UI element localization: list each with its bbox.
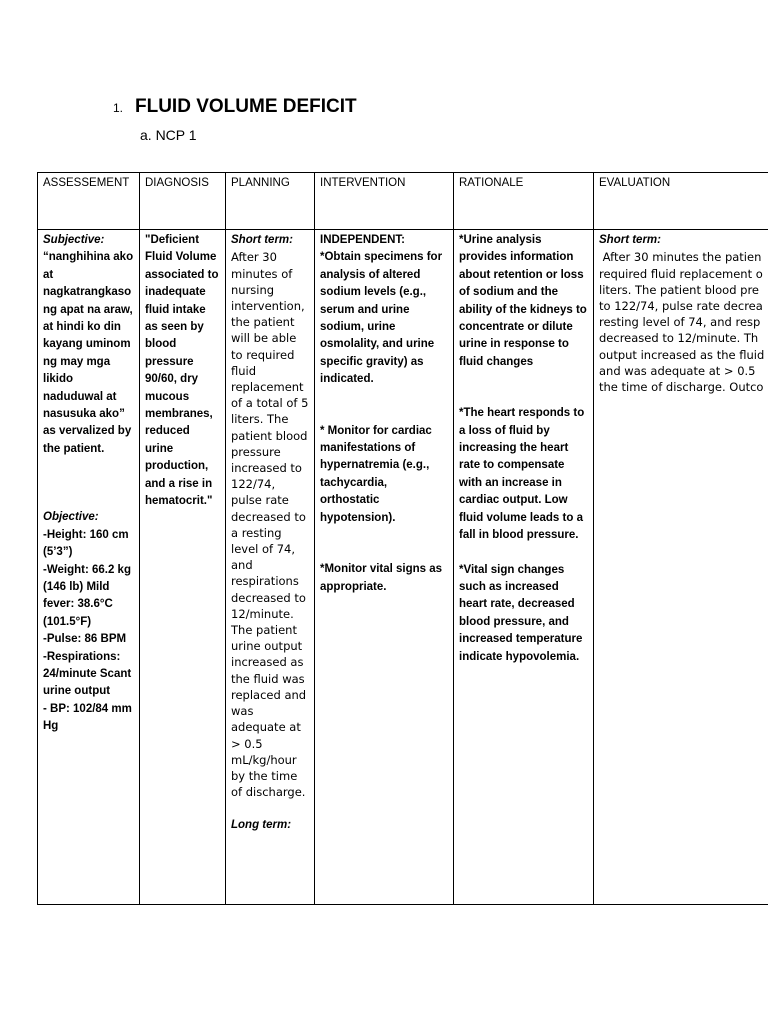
header-assessment: ASSESSEMENT [38,173,140,230]
header-rationale: RATIONALE [454,173,594,230]
subjective-label: Subjective: [43,234,105,246]
header-diagnosis: DIAGNOSIS [140,173,226,230]
intervention-label: INDEPENDENT: [320,234,405,246]
evaluation-line: decreased to 12/minute. Th [599,331,759,346]
rationale-item: *The heart responds to a loss of fluid by increasing the heart rate to compensate with an increase in cardiac output. Low fluid volume leads to a fall in blood pressure. [459,407,585,542]
evaluation-short-label: Short term: [599,234,661,246]
section-heading [113,96,357,118]
section-number: 1. [113,101,124,115]
header-intervention: INTERVENTION [315,173,454,230]
objective-items: -Height: 160 cm (5’3”) -Weight: 66.2 kg (146 lb) Mild fever: 38.6°C (101.5°F) -Pulse: 86 BPM -Respirations: 24/minute Scant urine output - BP: 102/84 mm Hg [43,528,132,733]
intervention-item: * Monitor for cardiac manifestations of hypernatremia (e.g., tachycardia, orthostatic hypotension). [320,424,432,524]
planning-short-text: After 30 minutes of nursing intervention, the patient will be able to required fluid replacement of a total of 5 liters. The patient blood pressure increased to 122/74, pulse rate decreased to a resting level of 74, and respirations decreased to 12/minute. The patient urine output increased as the fluid was replaced and was adequate at > 0.5 mL/kg/hour by the time of discharge. [231,250,309,800]
header-evaluation: EVALUATION [594,173,768,230]
evaluation-line: required fluid replacement o [599,266,763,281]
subjective-text: “nanghihina ako at nagkatrangkaso ng apat na araw, at hindi ko din kayang uminom ng may mga likido naduduwal at nasusuka ako” as vervalized by the patient. [43,251,134,455]
evaluation-line: After 30 minutes the patien [599,250,762,265]
table-body-row [38,230,768,905]
rationale-item: *Urine analysis provides information about retention or loss of sodium and the ability of the kidneys to concentrate or dilute urine in response to fluid changes [459,234,587,368]
evaluation-line: liters. The patient blood pre [599,282,760,297]
table-header-row [38,173,768,230]
planning-cell [226,230,315,905]
evaluation-line: output increased as the fluid [599,347,765,362]
intervention-cell [315,230,454,905]
header-planning: PLANNING [226,173,315,230]
planning-short-label: Short term: [231,234,293,246]
evaluation-line: to 122/74, pulse rate decrea [599,299,763,314]
intervention-item: *Obtain specimens for analysis of altered sodium levels (e.g., serum and urine sodium, urine osmolality, and urine specific gravity) as indicated. [320,251,443,386]
nursing-care-plan-table [37,172,768,905]
evaluation-line: and was adequate at > 0.5 [599,363,756,378]
diagnosis-text: "Deficient Fluid Volume associated to inadequate fluid intake as seen by blood pressure 90/60, dry mucous membranes, reduced urine production, and a rise in hematocrit." [145,234,219,508]
assessment-cell [38,230,140,905]
evaluation-line: resting level of 74, and resp [599,315,761,330]
rationale-cell [454,230,594,905]
evaluation-cell [594,230,768,905]
subsection-heading: a. NCP 1 [140,127,197,143]
objective-label: Objective: [43,511,99,524]
diagnosis-cell [140,230,226,905]
intervention-item: *Monitor vital signs as appropriate. [320,563,443,593]
evaluation-line: the time of discharge. Outco [599,380,764,395]
section-title: FLUID VOLUME DEFICIT [135,96,357,117]
planning-long-label: Long term: [231,819,292,832]
rationale-item: *Vital sign changes such as increased heart rate, decreased blood pressure, and increased temperature indicate hypovolemia. [459,563,583,663]
